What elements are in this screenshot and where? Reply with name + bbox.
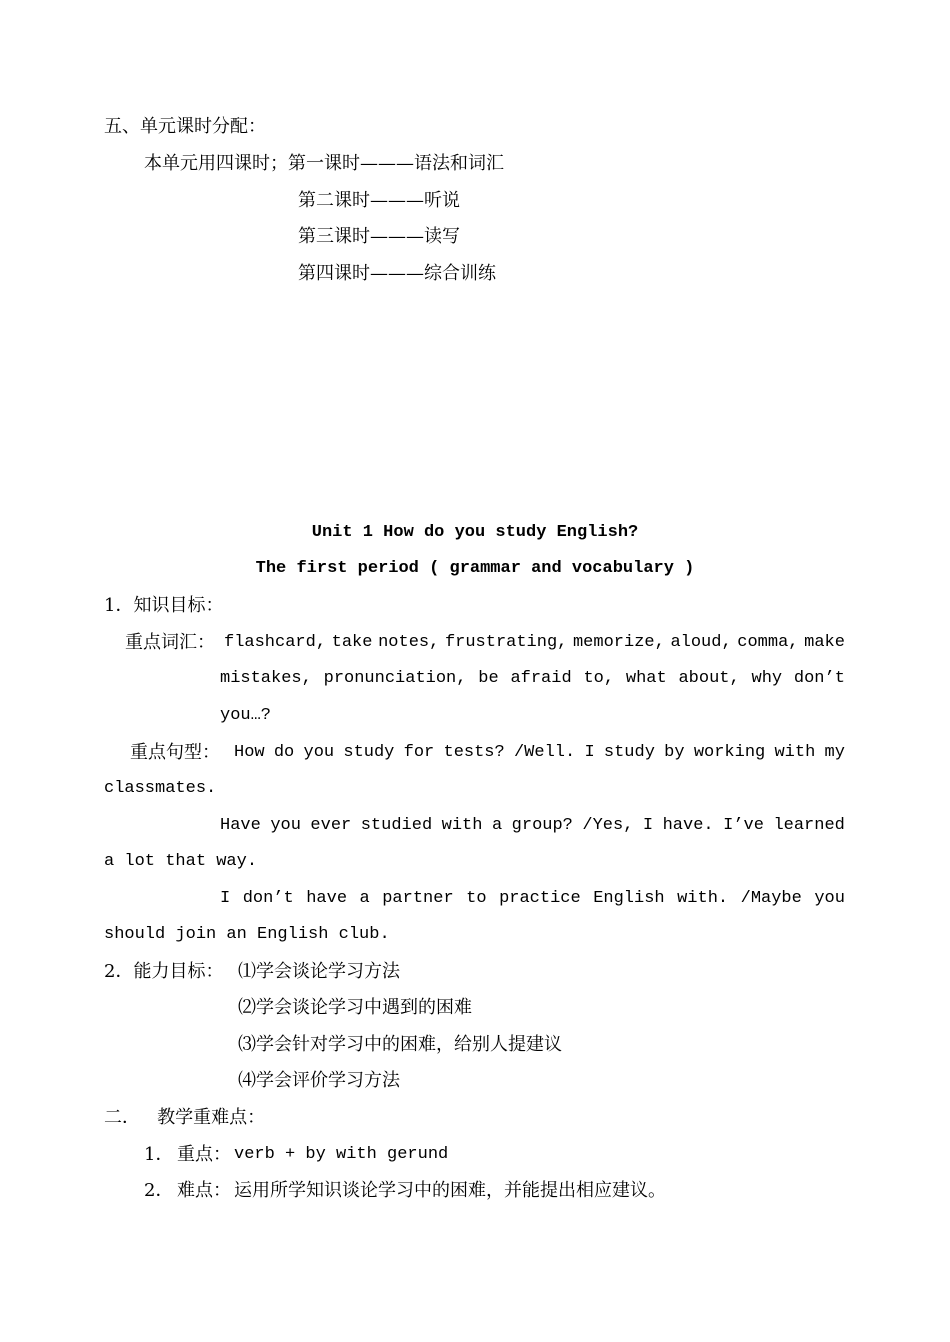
word: study bbox=[343, 743, 395, 762]
word: ever bbox=[310, 816, 352, 835]
vocab-line-2 bbox=[220, 667, 845, 691]
word: by bbox=[664, 743, 685, 762]
word: learned bbox=[773, 816, 845, 835]
point-1-number: 1． bbox=[144, 1144, 174, 1165]
word: do bbox=[273, 743, 295, 762]
sentence-2-line-2: a lot that way. bbox=[104, 852, 258, 871]
word: partner bbox=[382, 889, 454, 908]
word: memorize, bbox=[572, 633, 665, 652]
point-2-label: 难点： bbox=[177, 1180, 231, 1201]
word: tests? bbox=[443, 743, 505, 762]
point-2-number: 2． bbox=[144, 1180, 174, 1201]
period-title: The first period ( grammar and vocabulary ) bbox=[255, 559, 695, 578]
word: have. bbox=[662, 816, 714, 835]
word: notes, bbox=[378, 633, 440, 652]
knowledge-heading: 1．知识目标： bbox=[104, 595, 224, 616]
word: English bbox=[593, 889, 665, 908]
ability-item-1: ⑴学会谈论学习方法 bbox=[238, 961, 400, 982]
ability-heading: 2．能力目标： bbox=[104, 961, 224, 982]
word: I bbox=[220, 889, 231, 908]
word: what bbox=[625, 669, 667, 688]
schedule-heading: 五、单元课时分配： bbox=[104, 116, 266, 137]
unit-title: Unit 1 How do you study English? bbox=[311, 523, 639, 542]
word: why bbox=[751, 669, 783, 688]
word: working bbox=[693, 743, 766, 762]
schedule-period-2: 第二课时———听说 bbox=[298, 190, 460, 211]
point-1-text: verb + by with gerund bbox=[234, 1145, 449, 1164]
word: /Maybe bbox=[740, 889, 802, 908]
word: frustrating, bbox=[444, 633, 568, 652]
vocab-label: 重点词汇： bbox=[125, 632, 215, 653]
word: make bbox=[804, 633, 845, 652]
word: for bbox=[403, 743, 435, 762]
key-points-heading: 二． 教学重难点： bbox=[104, 1107, 266, 1128]
word: afraid bbox=[510, 669, 572, 688]
sentence-2-line-1 bbox=[220, 814, 845, 838]
word: a bbox=[359, 889, 370, 908]
word: studied bbox=[360, 816, 433, 835]
word: you bbox=[814, 889, 845, 908]
word: a bbox=[491, 816, 503, 835]
word: be bbox=[478, 669, 499, 688]
vocab-line-1 bbox=[224, 631, 845, 655]
word: group? bbox=[511, 816, 573, 835]
word: I’ve bbox=[723, 816, 764, 835]
word: study bbox=[603, 743, 655, 762]
word: practice bbox=[499, 889, 581, 908]
word: with bbox=[774, 743, 816, 762]
word: /Well. bbox=[513, 743, 576, 762]
word: have bbox=[306, 889, 348, 908]
word: with. bbox=[677, 889, 729, 908]
schedule-period-4: 第四课时———综合训练 bbox=[298, 263, 496, 284]
word: /Yes, bbox=[582, 816, 634, 835]
word: Have bbox=[220, 816, 261, 835]
word: pronunciation, bbox=[323, 669, 467, 688]
sentence-1-line-1 bbox=[234, 741, 845, 765]
word: you bbox=[303, 743, 335, 762]
ability-item-3: ⑶学会针对学习中的困难，给别人提建议 bbox=[238, 1034, 562, 1055]
point-2-text: 运用所学知识谈论学习中的困难，并能提出相应建议。 bbox=[234, 1180, 666, 1201]
word: about, bbox=[678, 669, 740, 688]
word: aloud, bbox=[670, 633, 732, 652]
word: my bbox=[824, 743, 845, 762]
schedule-period-3: 第三课时———读写 bbox=[298, 226, 460, 247]
sentence-label: 重点句型： bbox=[130, 742, 220, 763]
ability-item-2: ⑵学会谈论学习中遇到的困难 bbox=[238, 997, 472, 1018]
sentence-3-line-2: should join an English club. bbox=[104, 925, 390, 944]
vocab-line-3: you…? bbox=[220, 706, 272, 725]
ability-item-4: ⑷学会评价学习方法 bbox=[238, 1070, 400, 1091]
word: How bbox=[234, 743, 265, 762]
word: take bbox=[331, 633, 373, 652]
word: I bbox=[584, 743, 595, 762]
word: to, bbox=[583, 669, 615, 688]
schedule-intro: 本单元用四课时；第一课时———语法和词汇 bbox=[144, 153, 504, 174]
word: don’t bbox=[793, 669, 845, 688]
word: comma, bbox=[737, 633, 799, 652]
word: you bbox=[270, 816, 301, 835]
sentence-3-line-1 bbox=[220, 887, 845, 911]
word: don’t bbox=[242, 889, 294, 908]
sentence-1-line-2: classmates. bbox=[104, 779, 217, 798]
word: to bbox=[466, 889, 487, 908]
word: with bbox=[441, 816, 483, 835]
word: I bbox=[642, 816, 654, 835]
word: flashcard, bbox=[224, 633, 327, 652]
word: mistakes, bbox=[220, 669, 312, 688]
point-1-label: 重点： bbox=[177, 1144, 231, 1165]
